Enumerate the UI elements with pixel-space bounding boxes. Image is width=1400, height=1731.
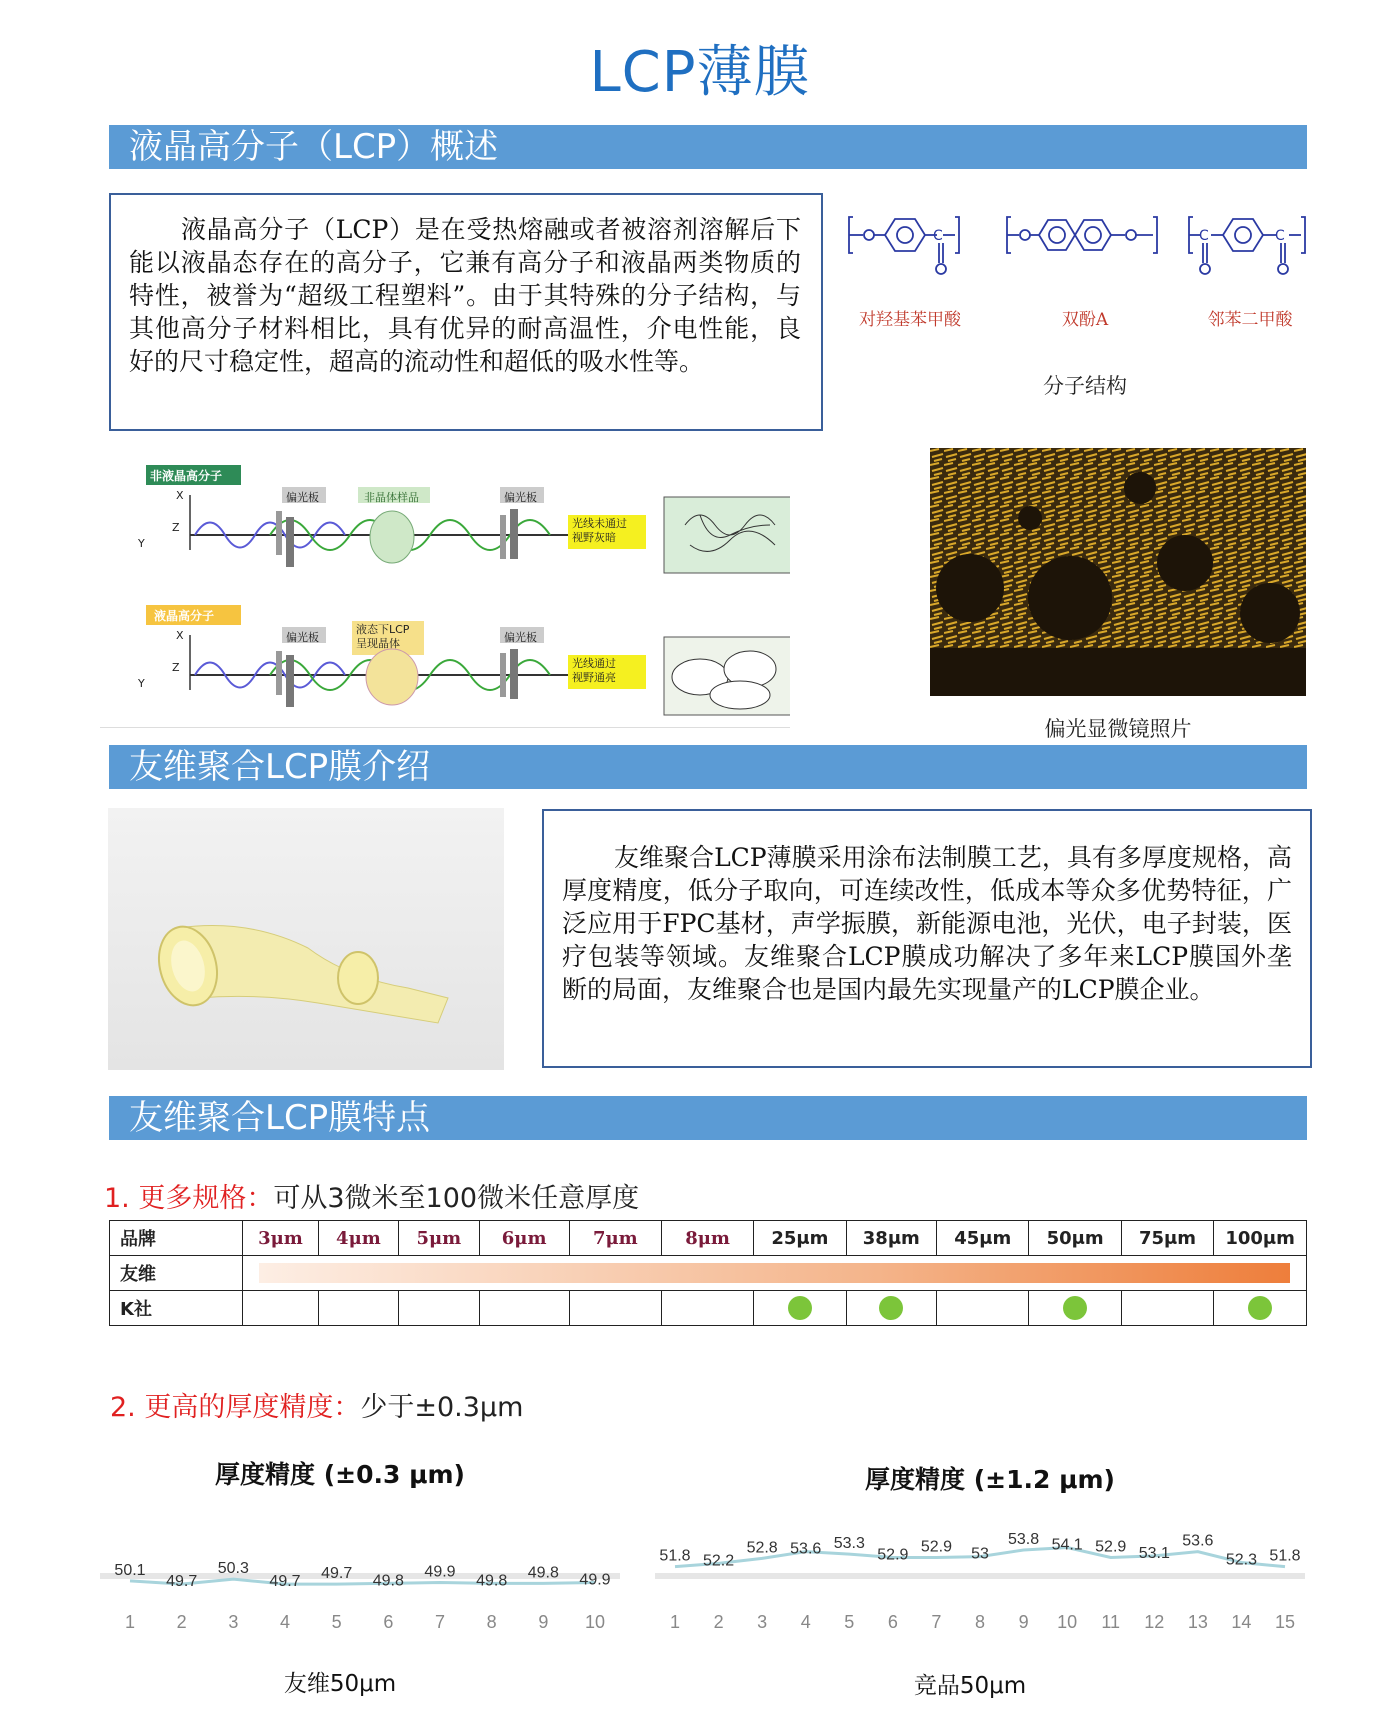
x-tick-label: 15	[1274, 1612, 1296, 1632]
diagram-tag-1: 非液晶高分子	[150, 469, 223, 483]
feature-1-text: 可从3微米至100微米任意厚度	[273, 1183, 640, 1214]
spec-brand-k: K社	[110, 1291, 243, 1326]
availability-dot	[879, 1296, 903, 1320]
data-label: 52.8	[746, 1539, 778, 1557]
spec-size: 3μm	[243, 1221, 318, 1256]
spec-k-cell	[399, 1291, 479, 1326]
chart-2-title: 厚度精度 (±1.2 μm)	[865, 1465, 1115, 1494]
data-label: 49.8	[476, 1572, 508, 1590]
feature-2-label: 更高的厚度精度：	[144, 1392, 361, 1423]
feature-2-text: 少于±0.3μm	[360, 1392, 524, 1423]
axis-z-1: Z	[172, 521, 180, 534]
section-header-intro: 友维聚合LCP膜介绍	[109, 745, 1307, 789]
spec-size: 5μm	[399, 1221, 479, 1256]
x-tick-label: 3	[228, 1612, 239, 1632]
spec-k-cell	[754, 1291, 846, 1326]
molecule-3-icon	[1189, 217, 1305, 274]
spec-header-row	[110, 1221, 1307, 1256]
data-label: 52.3	[1225, 1551, 1257, 1569]
spec-size: 6μm	[479, 1221, 569, 1256]
diagram-result-1: 光线未通过 视野灰暗	[572, 517, 627, 544]
data-label: 49.7	[269, 1573, 301, 1591]
spec-size: 4μm	[318, 1221, 398, 1256]
diagram-result-2: 光线通过 视野通亮	[572, 657, 616, 684]
x-tick-label: 1	[669, 1612, 681, 1632]
chart-1-title: 厚度精度 (±0.3 μm)	[215, 1460, 465, 1489]
spec-size: 45μm	[937, 1221, 1029, 1256]
x-tick-label: 4	[800, 1612, 811, 1632]
chart-1-caption: 友维50μm	[283, 1671, 397, 1697]
spec-size: 25μm	[754, 1221, 846, 1256]
x-tick-label: 1	[124, 1612, 136, 1632]
spec-size: 7μm	[569, 1221, 661, 1256]
intro-box	[542, 809, 1312, 1068]
section-header-features: 友维聚合LCP膜特点	[109, 1096, 1307, 1140]
overview-text: 液晶高分子（LCP）是在受热熔融或者被溶剂溶解后下能以液晶态存在的高分子，它兼有高分子和液晶两类物质的特性，被誉为“超级工程塑料”。由于其特殊的分子结构，与其他高分子材料相比，具有优异的耐高温性，介电性能，良好的尺寸稳定性，超高的流动性和超低的吸水性等。	[129, 215, 801, 376]
spec-brand-youwei: 友维	[110, 1256, 243, 1291]
x-tick-label: 8	[486, 1612, 497, 1632]
data-label: 50.1	[114, 1561, 146, 1579]
molecule-label-2: 双酚A	[1061, 310, 1109, 330]
data-label: 51.8	[1269, 1547, 1301, 1565]
diagram-polarizer-1a: 偏光板	[286, 491, 319, 504]
axis-z-2: Z	[172, 661, 180, 674]
x-tick-label: 4	[279, 1612, 291, 1632]
axis-x-1: X	[176, 489, 184, 502]
data-label: 49.8	[527, 1564, 559, 1582]
diagram-polarizer-2a: 偏光板	[286, 631, 319, 644]
x-tick-label: 2	[176, 1612, 187, 1632]
x-tick-label: 2	[713, 1612, 724, 1632]
spec-size: 100μm	[1214, 1221, 1307, 1256]
data-label: 53.6	[790, 1540, 822, 1558]
x-tick-label: 10	[584, 1612, 606, 1632]
data-label: 52.9	[1095, 1538, 1127, 1556]
diagram-sample-1: 非晶体样品	[364, 491, 419, 504]
x-tick-label: 7	[434, 1612, 446, 1632]
data-label: 49.9	[424, 1563, 456, 1581]
data-label: 53.8	[1008, 1531, 1040, 1548]
spec-k-cell	[1214, 1291, 1307, 1326]
spec-size: 38μm	[846, 1221, 936, 1256]
molecule-label-3: 邻苯二甲酸	[1207, 310, 1293, 330]
spec-k-cell	[1029, 1291, 1121, 1326]
microscope-caption: 偏光显微镜照片	[1044, 717, 1192, 741]
diagram-polarizer-2b: 偏光板	[504, 631, 537, 644]
overview-box	[109, 193, 823, 431]
axis-y-2: Y	[138, 677, 145, 690]
availability-dot	[1063, 1296, 1087, 1320]
x-tick-label: 9	[1018, 1612, 1029, 1632]
x-tick-label: 5	[331, 1612, 342, 1632]
x-tick-label: 6	[383, 1612, 394, 1632]
data-label: 50.3	[217, 1560, 249, 1578]
microscope-photo-svg	[930, 448, 1306, 696]
x-tick-label: 12	[1144, 1612, 1165, 1632]
spec-size: 75μm	[1121, 1221, 1213, 1256]
feature-1	[104, 1176, 639, 1215]
spec-k-cell	[243, 1291, 318, 1326]
availability-dot	[1248, 1296, 1272, 1320]
data-label: 49.8	[372, 1572, 404, 1590]
svg-text:C: C	[1275, 228, 1285, 244]
molecule-structures	[845, 205, 1315, 400]
x-tick-label: 10	[1057, 1612, 1078, 1632]
spec-k-cell	[846, 1291, 936, 1326]
x-tick-label: 8	[974, 1612, 986, 1632]
availability-dot	[788, 1296, 812, 1320]
chart-1	[100, 1505, 620, 1635]
feature-1-number: 1.	[104, 1183, 130, 1214]
chart-2-caption: 竞品50μm	[913, 1673, 1027, 1699]
svg-text:C: C	[933, 228, 943, 244]
spec-row-youwei	[110, 1256, 1307, 1291]
feature-2	[110, 1385, 523, 1424]
diagram-polarizer-1b: 偏光板	[504, 491, 537, 504]
data-label: 52.2	[703, 1552, 735, 1570]
data-label: 49.7	[321, 1565, 353, 1583]
spec-k-cell	[318, 1291, 398, 1326]
feature-1-label: 更多规格：	[138, 1183, 274, 1214]
polarization-diagram-svg	[100, 455, 790, 727]
data-label: 52.9	[877, 1546, 909, 1564]
intro-text: 友维聚合LCP薄膜采用涂布法制膜工艺，具有多厚度规格，高厚度精度，低分子取向，可连续改性，低成本等众多优势特征，广泛应用于FPC基材，声学振膜，新能源电池，光伏，电子封装，医疗包装等领域。友维聚合LCP膜成功解决了多年来LCP膜国外垄断的局面，友维聚合也是国内最先实现量产的LCP膜企业。	[562, 843, 1292, 1004]
diagram-sample-2: 液态下LCP 呈现晶体	[356, 623, 410, 650]
molecule-2-icon	[1007, 217, 1157, 253]
spec-table	[109, 1220, 1307, 1326]
svg-text:C: C	[1199, 228, 1209, 244]
spec-k-cell	[661, 1291, 753, 1326]
data-label: 53.3	[833, 1535, 865, 1553]
x-tick-label: 11	[1101, 1612, 1121, 1632]
chart-2	[655, 1505, 1305, 1635]
spec-k-cell	[937, 1291, 1029, 1326]
data-label: 53.1	[1138, 1544, 1170, 1562]
x-tick-label: 6	[887, 1612, 898, 1632]
film-photo	[108, 808, 504, 1070]
spec-k-cell	[1121, 1291, 1213, 1326]
spec-header-brand: 品牌	[110, 1221, 243, 1256]
diagram-tag-2: 液晶高分子	[154, 609, 215, 623]
molecule-1-icon	[849, 217, 959, 274]
axis-x-2: X	[176, 629, 184, 642]
data-label: 49.7	[166, 1573, 198, 1591]
spec-size: 50μm	[1029, 1221, 1121, 1256]
axis-y-1: Y	[138, 537, 145, 550]
spec-range-bar	[259, 1263, 1290, 1283]
x-tick-label: 5	[844, 1612, 855, 1632]
x-tick-label: 13	[1187, 1612, 1208, 1632]
chart-baseline	[655, 1573, 1305, 1579]
section-header-overview: 液晶高分子（LCP）概述	[109, 125, 1307, 169]
spec-k-cell	[569, 1291, 661, 1326]
molecule-caption: 分子结构	[1043, 374, 1127, 398]
x-tick-label: 7	[931, 1612, 942, 1632]
microscope-photo	[930, 448, 1306, 696]
feature-2-number: 2.	[110, 1392, 136, 1423]
molecule-label-1: 对羟基苯甲酸	[859, 310, 961, 330]
spec-range-cell	[243, 1256, 1307, 1291]
data-label: 54.1	[1051, 1536, 1083, 1554]
x-tick-label: 14	[1231, 1612, 1252, 1632]
data-label: 53.6	[1182, 1532, 1214, 1550]
spec-size: 8μm	[661, 1221, 753, 1256]
polarization-diagram	[100, 455, 790, 728]
page-title: LCP薄膜	[589, 40, 811, 105]
data-label: 52.9	[920, 1538, 952, 1556]
film-roll-icon	[108, 808, 504, 1070]
data-label: 51.8	[659, 1547, 691, 1565]
data-label: 53	[971, 1545, 989, 1563]
x-tick-label: 9	[538, 1612, 549, 1632]
spec-row-k	[110, 1291, 1307, 1326]
data-label: 49.9	[579, 1571, 611, 1589]
spec-k-cell	[479, 1291, 569, 1326]
x-tick-label: 3	[757, 1612, 768, 1632]
series-line	[130, 1579, 595, 1584]
